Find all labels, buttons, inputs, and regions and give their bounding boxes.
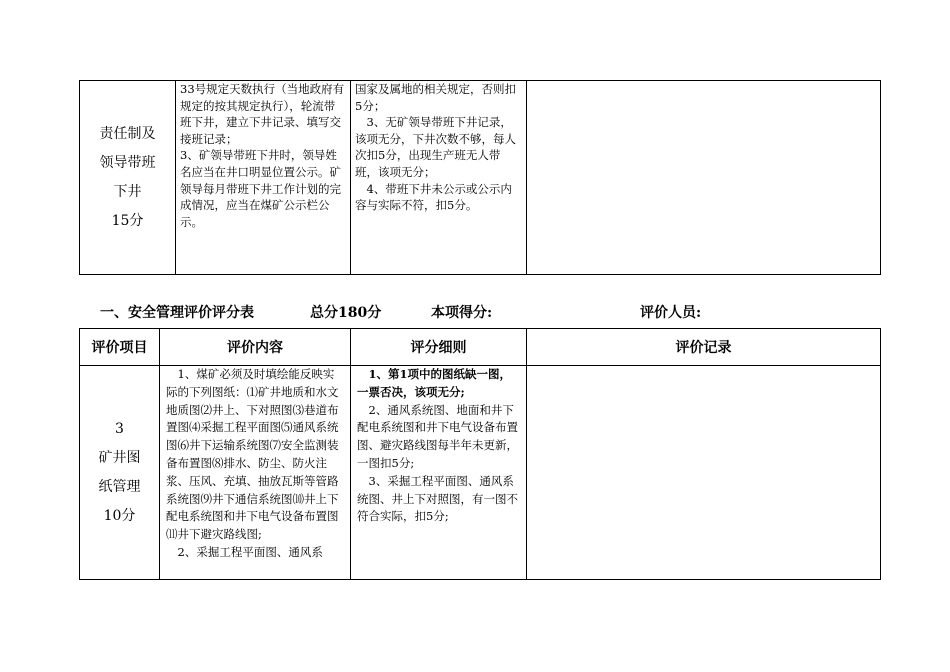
detail-rules: 2、通风系统图、地面和井下配电系统图和井下电气设备布置图、避灾路线图每半年未更新，一图扣5分; 3、采掘工程平面图、通风系统图、井上下对照图，有一图不符合实际，扣5分;: [357, 402, 518, 524]
total-score-label: 总分180分: [310, 305, 382, 321]
main-item-cell: [80, 366, 160, 580]
top-item-line: 领导带班: [99, 154, 156, 171]
assessor-label: 评价人员:: [640, 305, 702, 321]
main-item-line: 3: [115, 420, 124, 437]
top-detail-cell: 国家及属地的相关规定，否则扣5分； 3、无矿领导带班下井记录，该项无分，下井次数不够，每人次扣5分，出现生产班无人带班，该项无分； 4、带班下井未公示或公示内容与实际不符，扣5分。: [351, 81, 527, 275]
main-item-line: 纸管理: [98, 478, 141, 495]
table-row: [80, 366, 881, 580]
top-item-cell: [80, 81, 176, 275]
top-item-line: 15分: [111, 212, 144, 229]
main-record-cell: [527, 366, 881, 580]
top-item-line: 下井: [113, 183, 142, 200]
header-item: 评价项目: [80, 329, 160, 366]
main-detail-cell: [351, 366, 527, 580]
header-content: 评价内容: [160, 329, 351, 366]
top-record-cell: [527, 81, 881, 275]
top-item-line: 责任制及: [99, 125, 156, 142]
top-content-cell: 33号规定天数执行（当地政府有规定的按其规定执行），轮流带班下井，建立下井记录、填写交接班记录； 3、矿领导带班下井时，领导姓名应当在井口明显位置公示。矿领导每月带班下井工作计划的完成情况，应当在煤矿公示栏公示。: [176, 81, 351, 275]
item-score-label: 本项得分:: [431, 305, 493, 321]
main-content-cell: 1、煤矿必须及时填绘能反映实际的下列图纸：⑴矿井地质和水文地质图⑵井上、下对照图⑶巷道布置图⑷采掘工程平面图⑸通风系统图⑹井下运输系统图⑺安全监测装备布置图⑻排水、防尘、防火注浆、压风、充填、抽放瓦斯等管路系统图⑼井下通信系统图⑽井上下配电系统图和井下电气设备布置图⑾井下避灾路线图; 2、采掘工程平面图、通风系: [160, 366, 351, 580]
main-evaluation-table: [79, 328, 881, 580]
main-item-line: 10分: [103, 507, 136, 524]
detail-veto-rule: 1、第1项中的图纸缺一图，一票否决，该项无分;: [357, 367, 512, 399]
header-record: 评价记录: [527, 329, 881, 366]
section-title: 一、安全管理评价评分表: [100, 305, 254, 321]
top-evaluation-table: [79, 80, 881, 275]
table-header-row: [80, 329, 881, 366]
main-item-line: 矿井图: [98, 449, 141, 466]
section-title-line: [100, 302, 900, 324]
header-detail: 评分细则: [351, 329, 527, 366]
